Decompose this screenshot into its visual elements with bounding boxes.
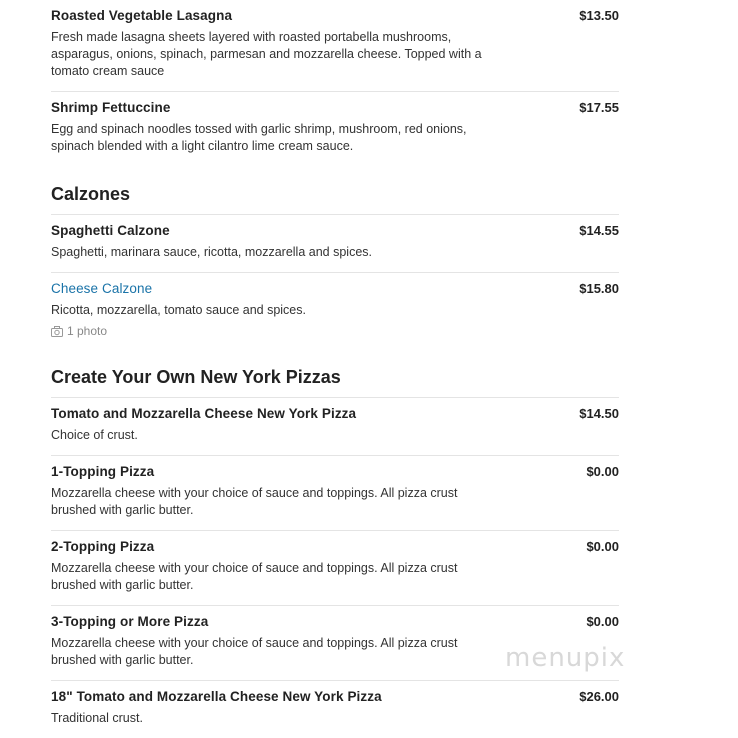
menu-item[interactable] xyxy=(51,531,619,606)
photo-count: 1 photo xyxy=(67,324,108,338)
item-name: 1-Topping Pizza xyxy=(51,464,155,479)
item-price: $17.55 xyxy=(579,100,619,115)
item-name: 18" Tomato and Mozzarella Cheese New York Pizza xyxy=(51,689,382,704)
item-name: Tomato and Mozzarella Cheese New York Pizza xyxy=(51,406,357,421)
item-name: 2-Topping Pizza xyxy=(51,539,155,554)
item-description: Mozzarella cheese with your choice of sauce and toppings. All pizza crust brushed with garlic butter. xyxy=(51,486,458,517)
item-description: Ricotta, mozzarella, tomato sauce and spices. xyxy=(51,303,306,317)
item-description: Mozzarella cheese with your choice of sauce and toppings. All pizza crust brushed with garlic butter. xyxy=(51,561,458,592)
item-description: Spaghetti, marinara sauce, ricotta, mozzarella and spices. xyxy=(51,245,372,259)
item-price: $13.50 xyxy=(579,8,619,23)
item-price: $0.00 xyxy=(586,614,619,629)
camera-icon xyxy=(51,326,63,337)
menu-item[interactable] xyxy=(51,273,619,349)
photo-link[interactable] xyxy=(51,324,619,338)
item-name: Shrimp Fettuccine xyxy=(51,100,171,115)
item-price: $0.00 xyxy=(586,464,619,479)
menu-list xyxy=(51,0,619,738)
item-price: $15.80 xyxy=(579,281,619,296)
item-price: $14.55 xyxy=(579,223,619,238)
item-name: 3-Topping or More Pizza xyxy=(51,614,209,629)
item-description: Mozzarella cheese with your choice of sauce and toppings. All pizza crust brushed with garlic butter. xyxy=(51,636,458,667)
menu-item[interactable] xyxy=(51,215,619,273)
section-title-calzones: Calzones xyxy=(51,166,619,215)
item-description: Traditional crust. xyxy=(51,711,143,725)
menu-item[interactable] xyxy=(51,0,619,92)
section-title-pizzas: Create Your Own New York Pizzas xyxy=(51,349,619,398)
menu-item[interactable] xyxy=(51,681,619,738)
item-price: $0.00 xyxy=(586,539,619,554)
item-name: Spaghetti Calzone xyxy=(51,223,170,238)
item-name-link[interactable]: Cheese Calzone xyxy=(51,281,153,296)
menu-item[interactable] xyxy=(51,92,619,166)
item-price: $14.50 xyxy=(579,406,619,421)
item-description: Fresh made lasagna sheets layered with roasted portabella mushrooms, asparagus, onions, spinach, parmesan and mozzarella cheese. Topped with a tomato cream sauce xyxy=(51,30,482,78)
menu-item[interactable] xyxy=(51,398,619,456)
menu-item[interactable] xyxy=(51,456,619,531)
item-description: Egg and spinach noodles tossed with garlic shrimp, mushroom, red onions, spinach blended with a light cilantro lime cream sauce. xyxy=(51,122,467,153)
item-name: Roasted Vegetable Lasagna xyxy=(51,8,233,23)
item-price: $26.00 xyxy=(579,689,619,704)
watermark-logo: menupix xyxy=(505,643,626,673)
item-description: Choice of crust. xyxy=(51,428,138,442)
